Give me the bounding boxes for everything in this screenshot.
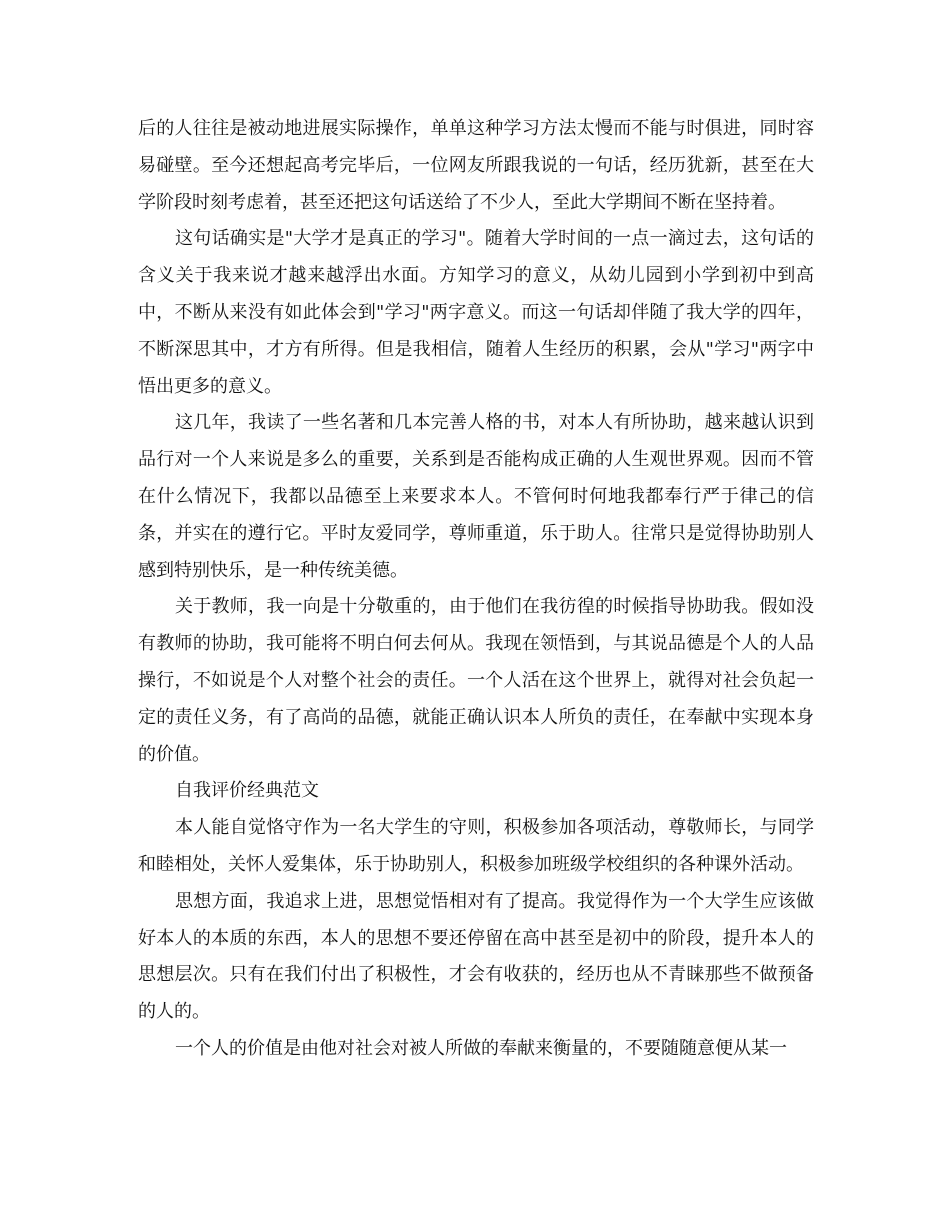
paragraph-character-reading: 这几年，我读了一些名著和几本完善人格的书，对本人有所协助，越来越认识到品行对一个人来说是多么的重要，关系到是否能构成正确的人生观世界观。因而不管在什么情况下，我都以品德至上来要求本人。不管何时何地我都奉行严于律己的信条，并实在的遵行它。平时友爱同学，尊师重道，乐于助人。往常只是觉得协助别人感到特别快乐，是一种传统美德。 (138, 412, 814, 581)
paragraph-university-learning: 这句话确实是"大学才是真正的学习"。随着大学时间的一点一滴过去，这句话的含义关于我来说才越来越浮出水面。方知学习的意义，从幼儿园到小学到初中到高中，不断从来没有如此体会到"学习"两字意义。而这一句话却伴随了我大学的四年，不断深思其中，才方有所得。但是我相信，随着人生经历的积累，会从"学习"两字中悟出更多的意义。 (138, 228, 814, 397)
paragraph-continued: 后的人往往是被动地进展实际操作，单单这种学习方法太慢而不能与时俱进，同时容易碰壁。至今还想起高考完毕后，一位网友所跟我说的一句话，经历犹新，甚至在大学阶段时刻考虑着，甚至还把这句话送给了不少人，至此大学期间不断在坚持着。 (138, 118, 814, 213)
paragraph-student-conduct: 本人能自觉恪守作为一名大学生的守则，积极参加各项活动，尊敬师长，与同学和睦相处，关怀人爱集体，乐于协助别人，积极参加班级学校组织的各种课外活动。 (138, 817, 814, 875)
paragraph-value: 一个人的价值是由他对社会对被人所做的奉献来衡量的，不要随随意便从某一 (175, 1037, 787, 1059)
paragraph-thought: 思想方面，我追求上进，思想觉悟相对有了提高。我觉得作为一个大学生应该做好本人的本质的东西，本人的思想不要还停留在高中甚至是初中的阶段，提升本人的思想层次。只有在我们付出了积极性，才会有收获的，经历也从不青睐那些不做预备的人的。 (138, 890, 814, 1023)
paragraph-teachers: 关于教师，我一向是十分敬重的，由于他们在我彷徨的时候指导协助我。假如没有教师的协助，我可能将不明白何去何从。我现在领悟到，与其说品德是个人的人品操行，不如说是个人对整个社会的责任。一个人活在这个世界上，就得对社会负起一定的责任义务，有了高尚的品德，就能正确认识本人所负的责任，在奉献中实现本身的价值。 (138, 596, 814, 765)
section-heading: 自我评价经典范文 (175, 780, 319, 802)
document-page (138, 111, 814, 1068)
